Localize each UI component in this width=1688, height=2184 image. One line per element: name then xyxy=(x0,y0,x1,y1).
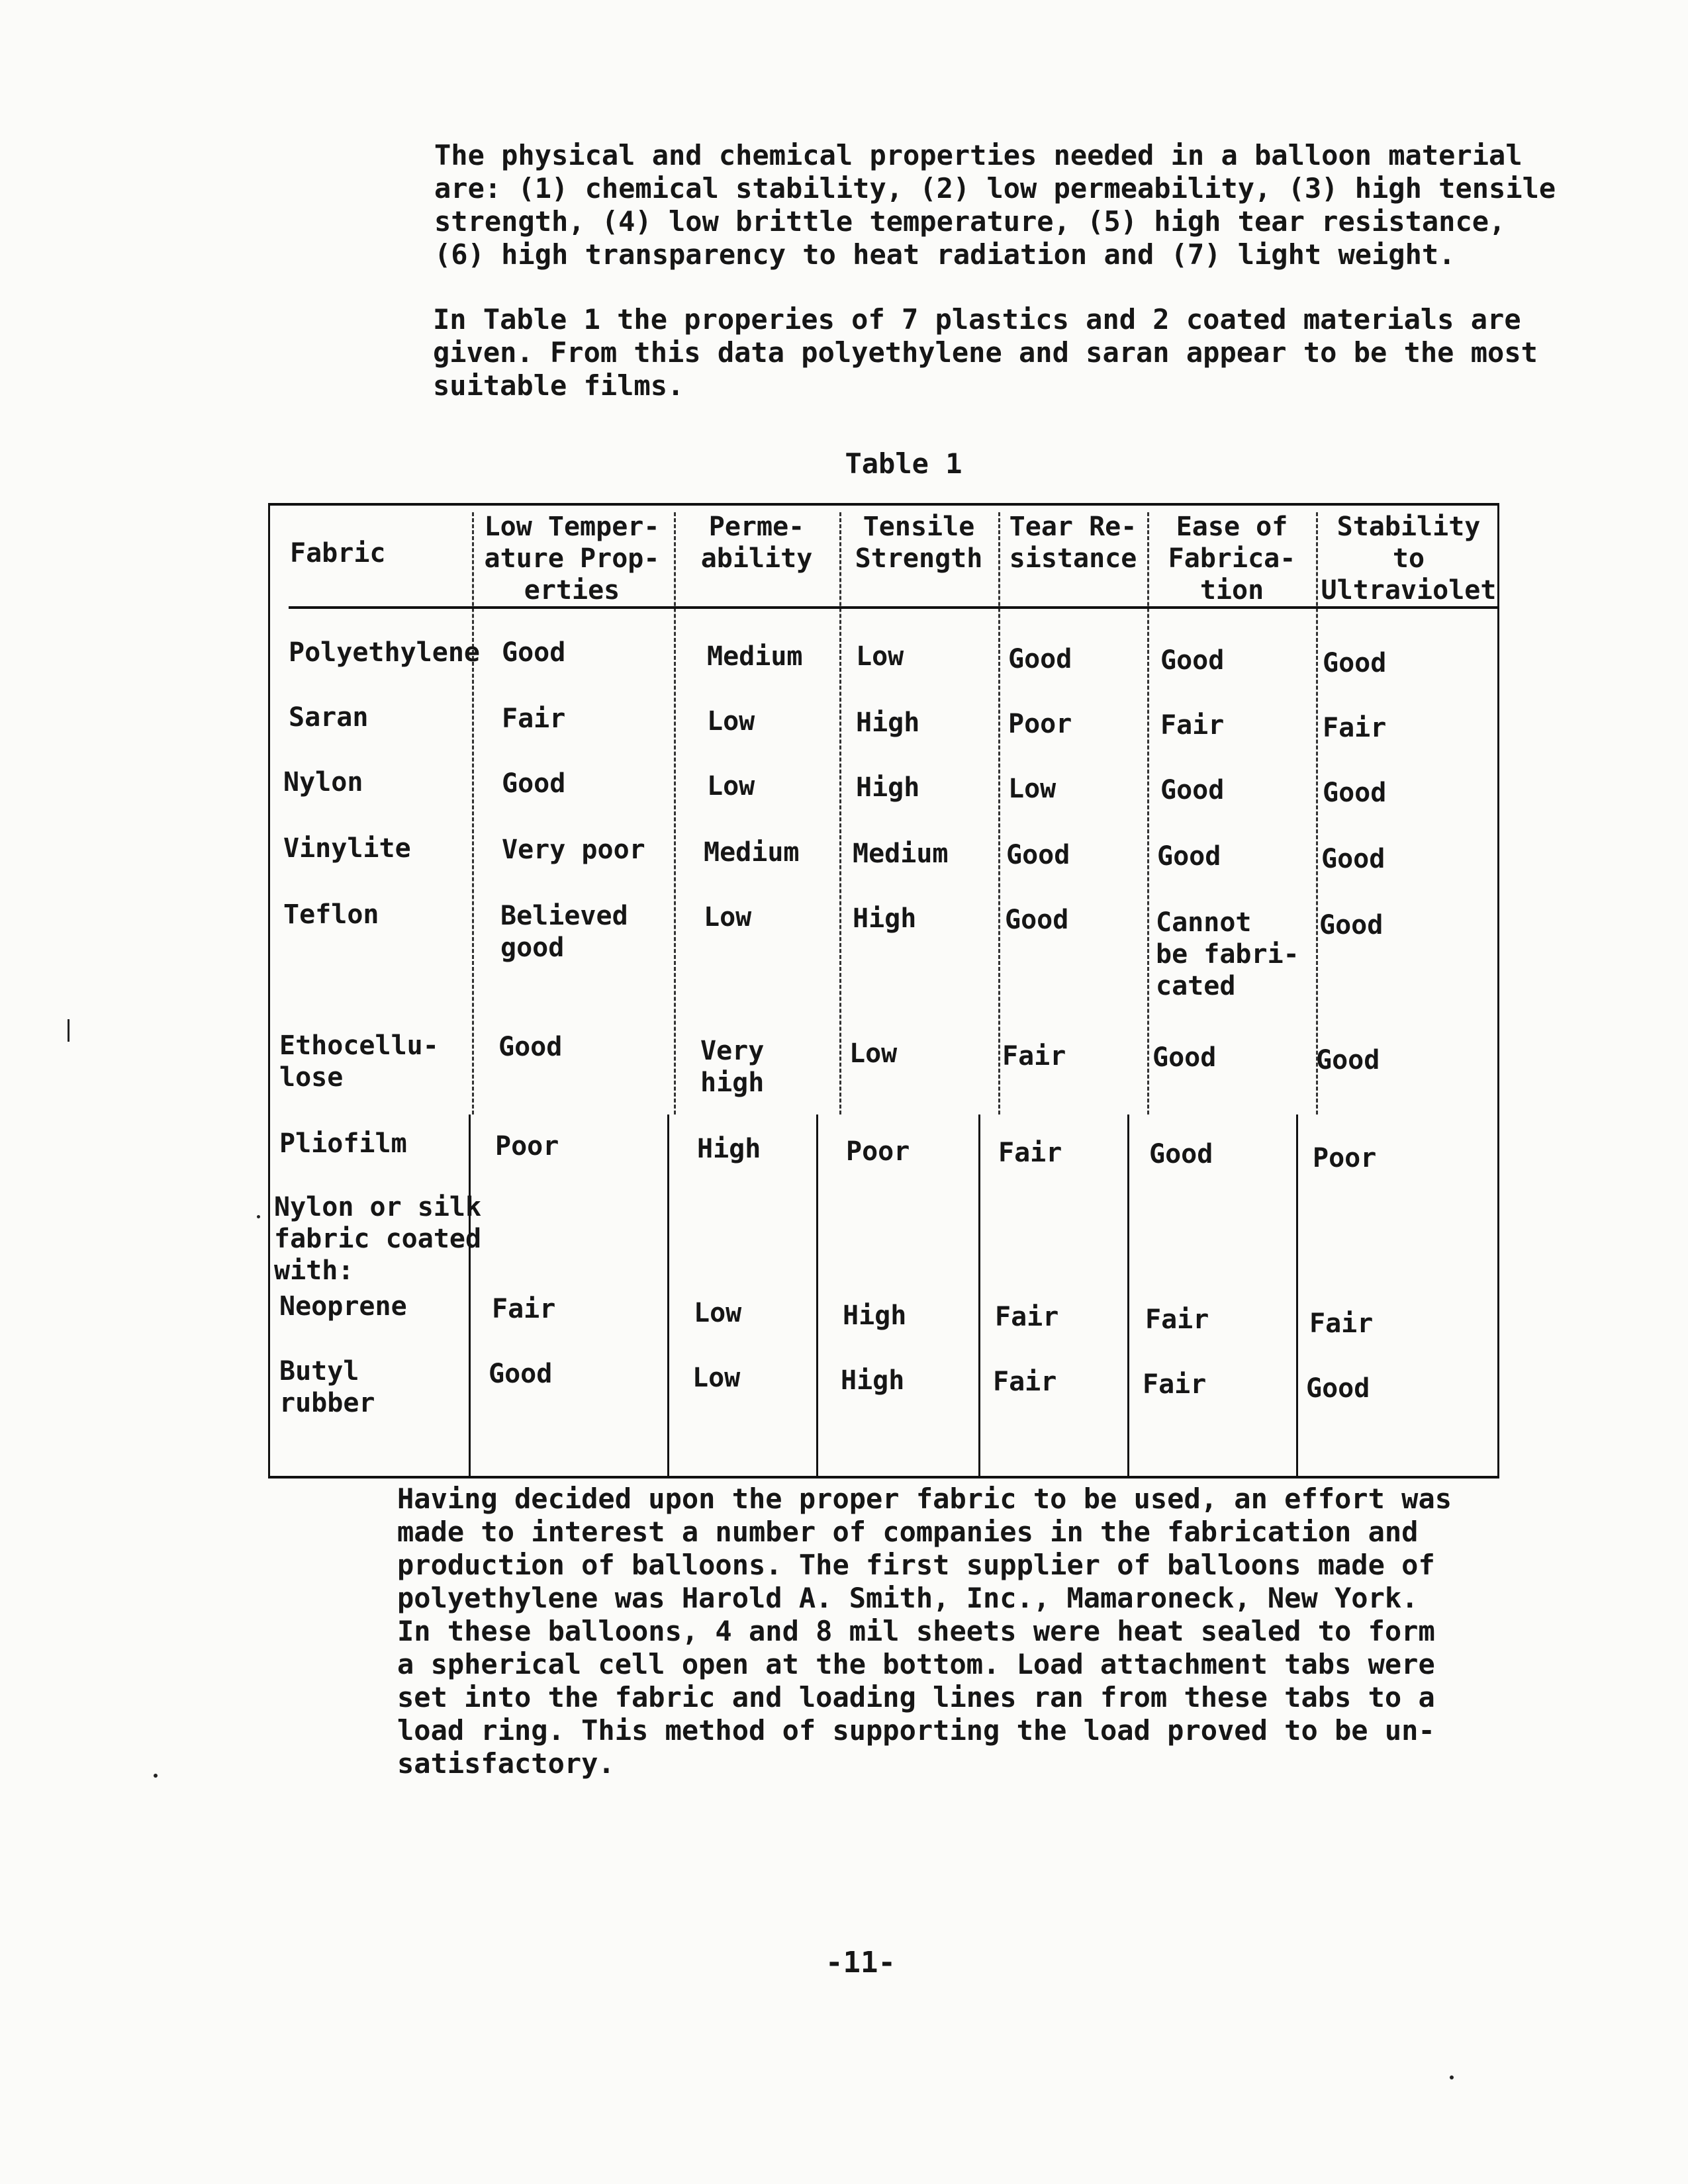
cell-ease-of-fabrication: Fair xyxy=(1145,1304,1209,1335)
cell-tensile-strength: Low xyxy=(856,641,904,672)
column-divider xyxy=(978,1115,980,1476)
cell-tear-resistance: Poor xyxy=(1008,709,1072,739)
cell-fabric: Polyethylene xyxy=(289,637,480,668)
cell-low-temperature: Poor xyxy=(495,1131,559,1161)
intro-paragraph-1: The physical and chemical properties needed in a balloon material are: (1) chemical stability, (2) low permeability, (3) high tensile strength, (4) low brittle temperature, (5) high tear resistance, (6) high transparency to heat radiation and (7) light weight. xyxy=(434,139,1556,271)
cell-permeability: Low xyxy=(704,902,752,933)
cell-uv-stability: Good xyxy=(1323,778,1387,808)
page-number: -11- xyxy=(825,1946,896,1979)
column-divider xyxy=(816,1115,818,1476)
cell-ease-of-fabrication: Good xyxy=(1157,841,1221,872)
header-fabric: Fabric xyxy=(290,538,386,569)
cell-uv-stability: Good xyxy=(1321,844,1385,874)
cell-tensile-strength: High xyxy=(841,1365,905,1396)
cell-fabric: Nylon xyxy=(283,767,363,797)
cell-fabric: Butyl rubber xyxy=(279,1356,375,1418)
cell-uv-stability: Good xyxy=(1306,1373,1370,1404)
cell-uv-stability: Good xyxy=(1319,910,1383,940)
cell-ease-of-fabrication: Good xyxy=(1160,775,1225,805)
cell-tensile-strength: Low xyxy=(849,1038,898,1069)
cell-permeability: Low xyxy=(707,706,755,737)
cell-ease-of-fabrication: Cannot be fabri- cated xyxy=(1156,907,1299,1001)
cell-uv-stability: Good xyxy=(1316,1045,1380,1075)
cell-permeability: High xyxy=(697,1134,761,1164)
column-divider xyxy=(674,512,676,1115)
cell-fabric-group-label: Nylon or silk fabric coated with: xyxy=(274,1192,482,1286)
cell-low-temperature: Good xyxy=(489,1359,553,1389)
cell-fabric: Vinylite xyxy=(283,833,411,864)
cell-tensile-strength: Medium xyxy=(853,839,949,869)
cell-tear-resistance: Fair xyxy=(1002,1041,1066,1071)
cell-ease-of-fabrication: Good xyxy=(1152,1042,1217,1073)
column-divider xyxy=(1296,1115,1298,1476)
cell-uv-stability: Good xyxy=(1323,648,1387,678)
cell-low-temperature: Good xyxy=(502,768,566,799)
closing-paragraph: Having decided upon the proper fabric to be used, an effort was made to interest a number of companies in the fabrication and production of balloons. The first supplier of balloons made of polyethylene was Harold A. Smith, Inc., Mamaroneck, New York. In these balloons, 4 and 8 mil sheets were heat sealed to form a spherical cell open at the bottom. Load attachment tabs were set into the fabric and loading lines ran from these tabs to a load ring. This method of supporting the load proved to be un- satisfactory. xyxy=(397,1482,1452,1780)
cell-tensile-strength: High xyxy=(843,1300,907,1331)
intro-paragraph-2: In Table 1 the properies of 7 plastics and 2 coated materials are given. From this data polyethylene and saran appear to be the most suitable films. xyxy=(433,303,1538,402)
cell-ease-of-fabrication: Good xyxy=(1149,1139,1213,1169)
header-stability-to-ultraviolet: Stability to Ultraviolet xyxy=(1321,512,1497,606)
cell-low-temperature: Believed good xyxy=(500,901,628,963)
column-divider xyxy=(839,512,841,1115)
cell-tensile-strength: Poor xyxy=(846,1136,910,1167)
column-divider xyxy=(998,512,1000,1115)
cell-tensile-strength: High xyxy=(856,772,920,803)
cell-ease-of-fabrication: Good xyxy=(1160,645,1225,676)
header-tear-resistance: Tear Re- sistance xyxy=(1009,512,1137,574)
cell-tear-resistance: Good xyxy=(1008,644,1072,674)
cell-tear-resistance: Good xyxy=(1006,840,1070,870)
cell-permeability: Low xyxy=(692,1363,741,1393)
cell-fabric: Pliofilm xyxy=(279,1128,407,1159)
cell-permeability: Medium xyxy=(704,837,800,868)
cell-low-temperature: Fair xyxy=(492,1294,556,1324)
cell-tear-resistance: Fair xyxy=(995,1302,1059,1332)
column-divider xyxy=(469,1115,471,1476)
cell-tear-resistance: Fair xyxy=(993,1367,1057,1397)
header-permeability: Perme- ability xyxy=(700,512,813,574)
speck xyxy=(257,1215,260,1218)
speck xyxy=(154,1774,158,1778)
cell-permeability: Low xyxy=(694,1298,742,1328)
header-ease-of-fabrication: Ease of Fabrica- tion xyxy=(1168,512,1296,606)
cell-low-temperature: Very poor xyxy=(502,835,645,865)
cell-uv-stability: Fair xyxy=(1309,1308,1374,1339)
cell-tensile-strength: High xyxy=(856,707,920,738)
header-tensile-strength: Tensile Strength xyxy=(855,512,983,574)
cell-low-temperature: Fair xyxy=(502,704,566,734)
cell-fabric: Saran xyxy=(289,702,369,733)
cell-tear-resistance: Good xyxy=(1005,905,1069,935)
cell-tear-resistance: Low xyxy=(1008,774,1056,804)
cell-permeability: Medium xyxy=(707,641,803,672)
cell-fabric: Ethocellu- lose xyxy=(279,1030,439,1093)
speck xyxy=(1450,2075,1454,2079)
cell-uv-stability: Poor xyxy=(1313,1143,1377,1173)
header-divider xyxy=(289,606,1497,609)
cell-low-temperature: Good xyxy=(498,1032,563,1062)
column-divider xyxy=(1127,1115,1129,1476)
column-divider xyxy=(667,1115,669,1476)
properties-table xyxy=(268,503,1499,1479)
cell-permeability: Low xyxy=(707,771,755,801)
cell-ease-of-fabrication: Fair xyxy=(1143,1369,1207,1400)
cell-tensile-strength: High xyxy=(853,903,917,934)
header-low-temperature: Low Temper- ature Prop- erties xyxy=(484,512,660,606)
cell-low-temperature: Good xyxy=(502,637,566,668)
cell-tear-resistance: Fair xyxy=(998,1138,1062,1168)
cell-permeability: Very high xyxy=(700,1036,765,1098)
cell-ease-of-fabrication: Fair xyxy=(1160,710,1225,741)
table-caption: Table 1 xyxy=(845,447,962,480)
cell-fabric: Neoprene xyxy=(279,1291,407,1322)
cell-uv-stability: Fair xyxy=(1323,713,1387,743)
cell-fabric: Teflon xyxy=(283,899,379,930)
margin-mark xyxy=(68,1019,70,1042)
